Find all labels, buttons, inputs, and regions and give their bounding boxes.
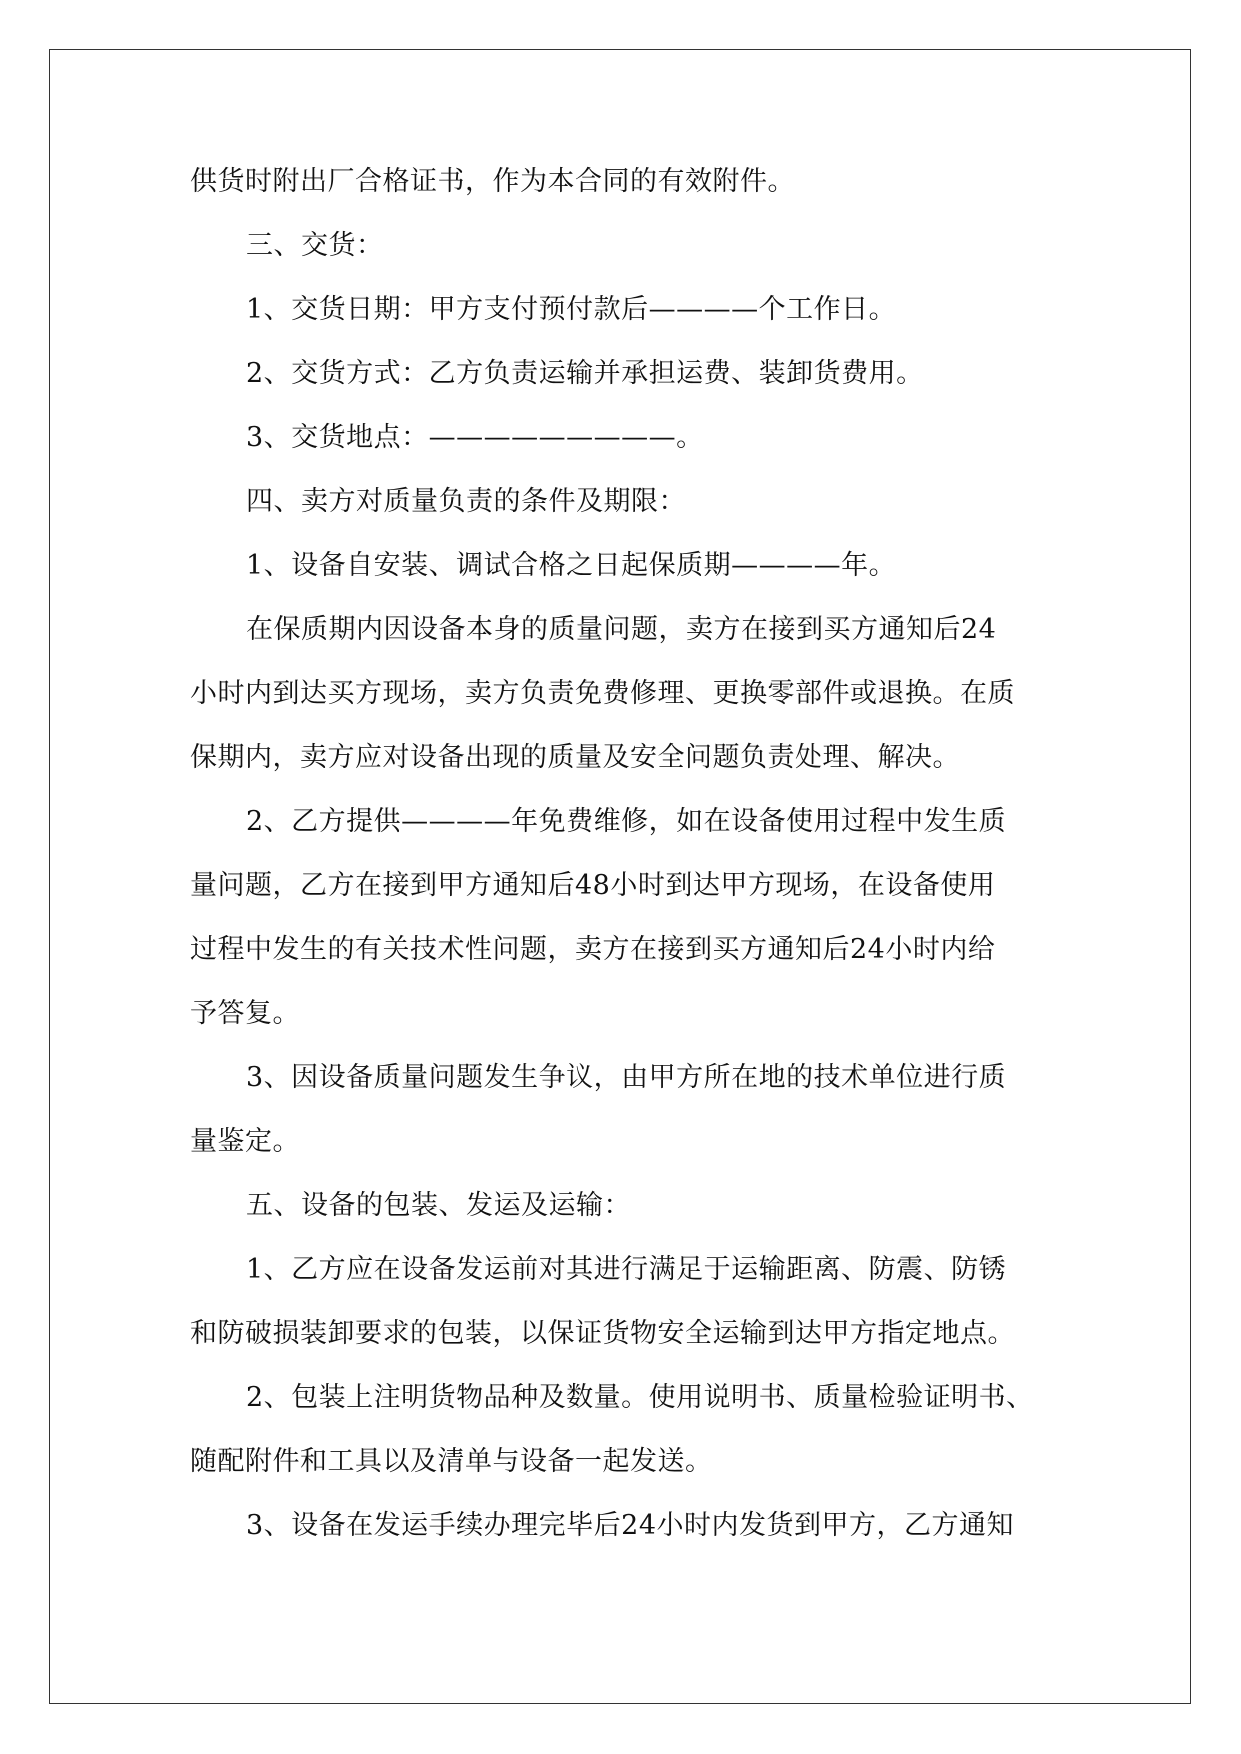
paragraph-line: 供货时附出厂合格证书，作为本合同的有效附件。: [190, 166, 795, 197]
paragraph-line: 3、设备在发运手续办理完毕后24小时内发货到甲方，乙方通知: [246, 1510, 1015, 1541]
paragraph-line: 2、交货方式：乙方负责运输并承担运费、装卸货费用。: [246, 358, 924, 389]
paragraph-line: 小时内到达买方现场，卖方负责免费修理、更换零部件或退换。在质: [190, 678, 1015, 709]
section-heading: 五、设备的包装、发运及运输：: [246, 1190, 631, 1221]
paragraph-line: 1、乙方应在设备发运前对其进行满足于运输距离、防震、防锈: [246, 1254, 1007, 1285]
section-heading: 三、交货：: [246, 230, 384, 261]
paragraph-line: 2、包装上注明货物品种及数量。使用说明书、质量检验证明书、: [246, 1382, 1034, 1413]
paragraph-line: 予答复。: [190, 998, 300, 1029]
section-heading: 四、卖方对质量负责的条件及期限：: [246, 486, 686, 517]
paragraph-line: 在保质期内因设备本身的质量问题，卖方在接到买方通知后24: [246, 614, 997, 645]
paragraph-line: 1、设备自安装、调试合格之日起保质期————年。: [246, 550, 897, 581]
paragraph-line: 过程中发生的有关技术性问题，卖方在接到买方通知后24小时内给: [190, 934, 996, 965]
paragraph-line: 2、乙方提供————年免费维修，如在设备使用过程中发生质: [246, 806, 1007, 837]
paragraph-line: 3、交货地点：—————————。: [246, 422, 704, 453]
paragraph-line: 3、因设备质量问题发生争议，由甲方所在地的技术单位进行质: [246, 1062, 1007, 1093]
paragraph-line: 1、交货日期：甲方支付预付款后————个工作日。: [246, 294, 897, 325]
paragraph-line: 和防破损装卸要求的包装，以保证货物安全运输到达甲方指定地点。: [190, 1318, 1015, 1349]
paragraph-line: 量鉴定。: [190, 1126, 300, 1157]
paragraph-line: 保期内，卖方应对设备出现的质量及安全问题负责处理、解决。: [190, 742, 960, 773]
paragraph-line: 量问题，乙方在接到甲方通知后48小时到达甲方现场，在设备使用: [190, 870, 996, 901]
paragraph-line: 随配附件和工具以及清单与设备一起发送。: [190, 1446, 713, 1477]
